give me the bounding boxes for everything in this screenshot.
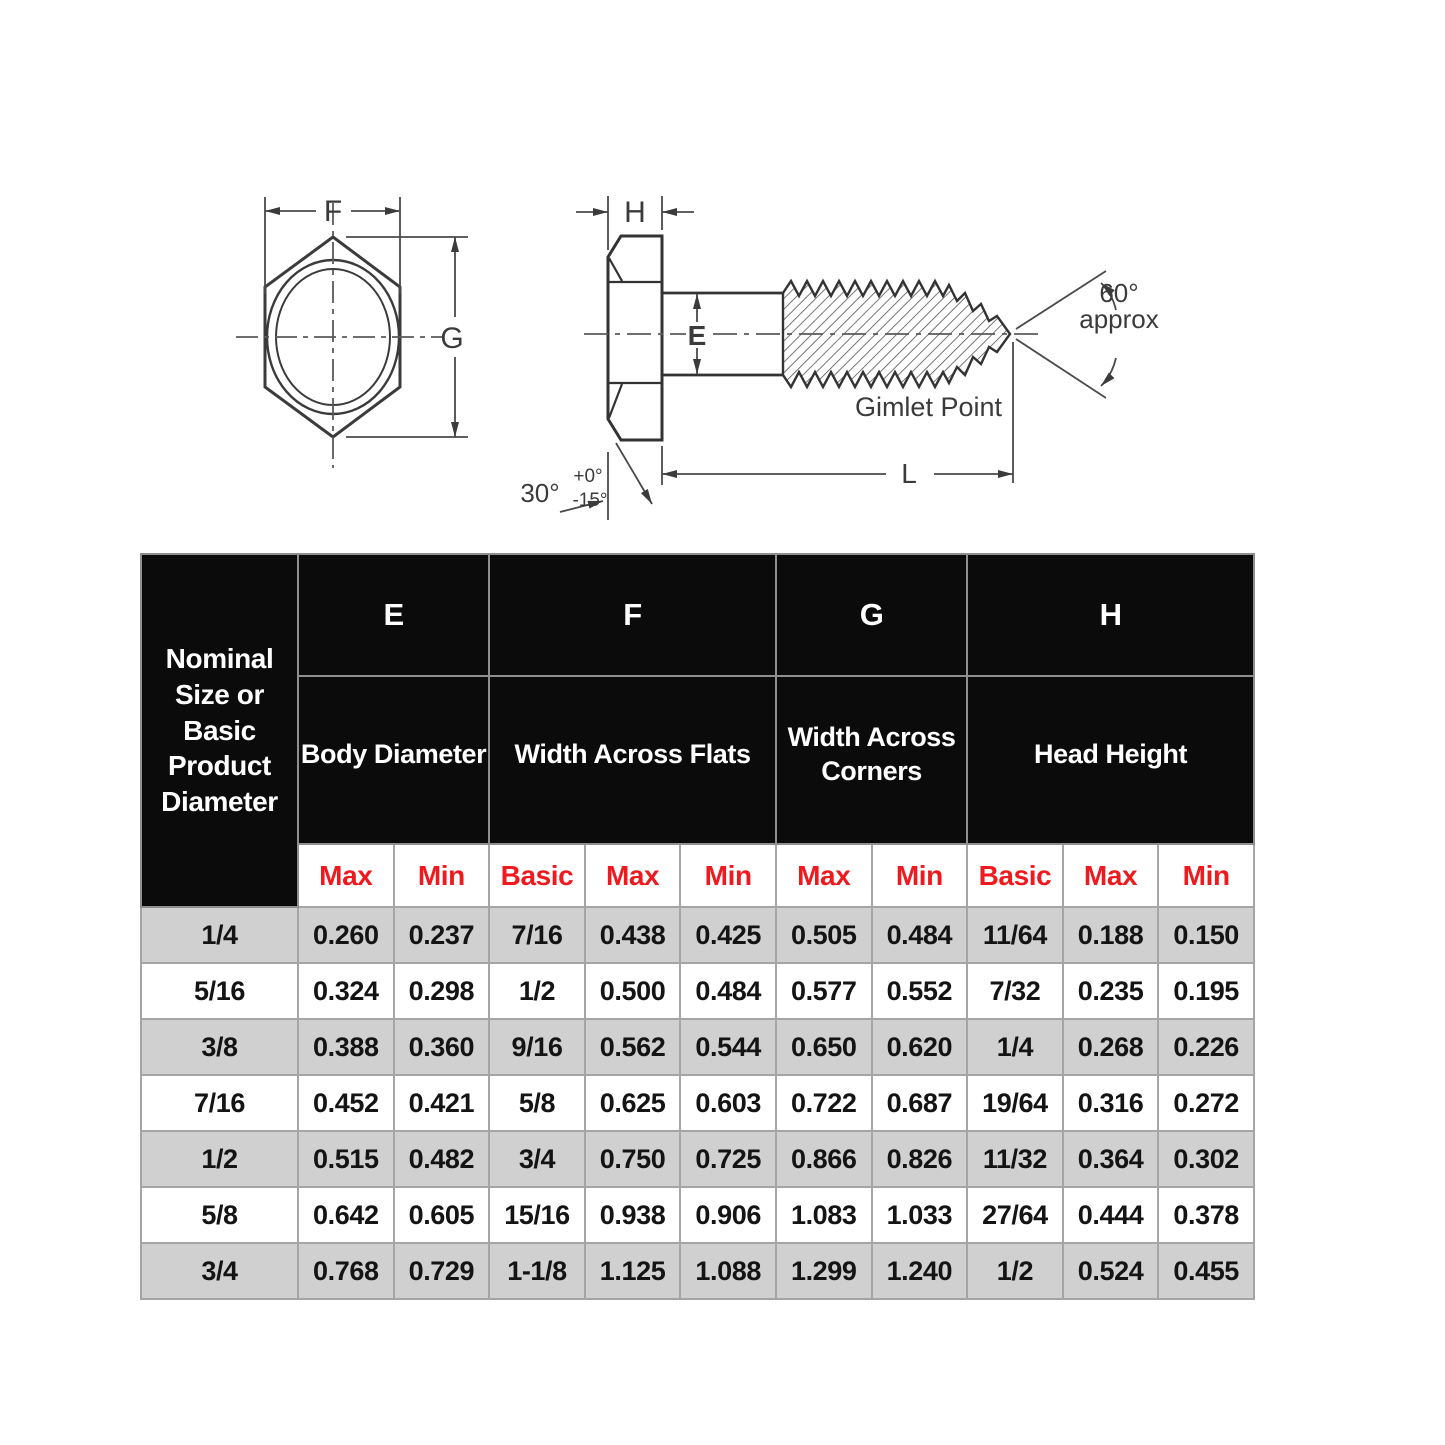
corner-header: Nominal Size or Basic Product Diameter <box>141 554 298 907</box>
table-cell: 0.388 <box>298 1019 394 1075</box>
table-cell: 0.552 <box>872 963 968 1019</box>
group-name-width-across-corners: Width Across Corners <box>776 676 967 844</box>
table-cell: 1-1/8 <box>489 1243 585 1299</box>
table-cell: 0.272 <box>1158 1075 1254 1131</box>
table-cell: 0.188 <box>1063 907 1159 963</box>
table-cell: 1.299 <box>776 1243 872 1299</box>
dim-label-e: E <box>687 320 707 351</box>
table-cell: 0.482 <box>394 1131 490 1187</box>
group-header-E: E <box>298 554 489 676</box>
point-angle-qualifier: approx <box>1079 304 1159 334</box>
group-name-width-across-flats: Width Across Flats <box>489 676 776 844</box>
table-cell: 0.360 <box>394 1019 490 1075</box>
header-row-letters <box>141 554 1254 676</box>
table-cell: 0.866 <box>776 1131 872 1187</box>
group-header-F: F <box>489 554 776 676</box>
table-cell: 15/16 <box>489 1187 585 1243</box>
head-chamfer-tol-plus: +0° <box>573 466 603 487</box>
table-cell: 1.125 <box>585 1243 681 1299</box>
head-chamfer-angle: 30° <box>520 478 560 508</box>
table-cell: 0.302 <box>1158 1131 1254 1187</box>
table-cell: 0.768 <box>298 1243 394 1299</box>
table-cell: 0.268 <box>1063 1019 1159 1075</box>
table-cell: 0.298 <box>394 963 490 1019</box>
table-cell: 0.620 <box>872 1019 968 1075</box>
table-cell: 1.033 <box>872 1187 968 1243</box>
table-cell: 1/2 <box>489 963 585 1019</box>
table-cell: 3/4 <box>141 1243 298 1299</box>
table-cell: 0.484 <box>872 907 968 963</box>
dim-label-f: F <box>323 195 343 228</box>
table-cell: 3/4 <box>489 1131 585 1187</box>
table-cell: 7/32 <box>967 963 1063 1019</box>
table-cell: 0.235 <box>1063 963 1159 1019</box>
table-cell: 0.378 <box>1158 1187 1254 1243</box>
header-row-names <box>141 676 1254 844</box>
table-cell: 0.150 <box>1158 907 1254 963</box>
sub-header: Max <box>585 844 681 907</box>
table-cell: 5/16 <box>141 963 298 1019</box>
table-cell: 0.603 <box>680 1075 776 1131</box>
table-cell: 0.826 <box>872 1131 968 1187</box>
table-cell: 7/16 <box>489 907 585 963</box>
header-row-limits <box>141 844 1254 907</box>
table-cell: 0.364 <box>1063 1131 1159 1187</box>
lag-screw-technical-drawing <box>0 0 1445 545</box>
table-cell: 0.324 <box>298 963 394 1019</box>
table-row <box>141 1075 1254 1131</box>
sub-header: Max <box>298 844 394 907</box>
hex-head-profile <box>608 236 662 440</box>
table-row <box>141 963 1254 1019</box>
group-header-H: H <box>967 554 1254 676</box>
table-cell: 0.722 <box>776 1075 872 1131</box>
sub-header: Basic <box>489 844 585 907</box>
table-cell: 11/64 <box>967 907 1063 963</box>
gimlet-point-label: Gimlet Point <box>854 392 1002 422</box>
group-name-head-height: Head Height <box>967 676 1254 844</box>
lag-screw-dimensions-table <box>140 553 1255 1300</box>
table-cell: 0.260 <box>298 907 394 963</box>
table-cell: 0.625 <box>585 1075 681 1131</box>
table-cell: 0.687 <box>872 1075 968 1131</box>
table-cell: 0.605 <box>394 1187 490 1243</box>
table-cell: 0.444 <box>1063 1187 1159 1243</box>
table-cell: 0.544 <box>680 1019 776 1075</box>
dim-label-g: G <box>440 322 464 355</box>
table-cell: 5/8 <box>489 1075 585 1131</box>
head-chamfer-tol-minus: -15° <box>572 490 608 511</box>
table-cell: 0.226 <box>1158 1019 1254 1075</box>
sub-header: Max <box>776 844 872 907</box>
sub-header: Max <box>1063 844 1159 907</box>
table-cell: 0.577 <box>776 963 872 1019</box>
group-name-body-diameter: Body Diameter <box>298 676 489 844</box>
dim-label-h: H <box>624 196 646 229</box>
table-row <box>141 1187 1254 1243</box>
table-row <box>141 1131 1254 1187</box>
table-cell: 1.083 <box>776 1187 872 1243</box>
sub-header: Basic <box>967 844 1063 907</box>
sub-header: Min <box>394 844 490 907</box>
group-header-G: G <box>776 554 967 676</box>
table-cell: 0.515 <box>298 1131 394 1187</box>
table-cell: 0.725 <box>680 1131 776 1187</box>
table-cell: 0.316 <box>1063 1075 1159 1131</box>
table-cell: 9/16 <box>489 1019 585 1075</box>
table-cell: 0.642 <box>298 1187 394 1243</box>
table-cell: 1.088 <box>680 1243 776 1299</box>
table-cell: 0.906 <box>680 1187 776 1243</box>
table-cell: 3/8 <box>141 1019 298 1075</box>
table-cell: 0.729 <box>394 1243 490 1299</box>
table-cell: 0.425 <box>680 907 776 963</box>
dim-label-l: L <box>901 458 917 489</box>
table-cell: 1/4 <box>967 1019 1063 1075</box>
table-cell: 1/2 <box>967 1243 1063 1299</box>
table-cell: 0.524 <box>1063 1243 1159 1299</box>
table-row <box>141 907 1254 963</box>
table-cell: 0.421 <box>394 1075 490 1131</box>
table-cell: 11/32 <box>967 1131 1063 1187</box>
table-cell: 0.438 <box>585 907 681 963</box>
table-cell: 0.562 <box>585 1019 681 1075</box>
table-cell: 0.938 <box>585 1187 681 1243</box>
table-cell: 7/16 <box>141 1075 298 1131</box>
table-row <box>141 1019 1254 1075</box>
table-cell: 27/64 <box>967 1187 1063 1243</box>
table-cell: 1/4 <box>141 907 298 963</box>
table-row <box>141 1243 1254 1299</box>
lag-screw-side-view <box>520 196 1158 520</box>
table-cell: 0.500 <box>585 963 681 1019</box>
sub-header: Min <box>872 844 968 907</box>
table-cell: 0.455 <box>1158 1243 1254 1299</box>
table-cell: 0.237 <box>394 907 490 963</box>
table-cell: 1/2 <box>141 1131 298 1187</box>
sub-header: Min <box>1158 844 1254 907</box>
table-cell: 0.505 <box>776 907 872 963</box>
table-cell: 0.750 <box>585 1131 681 1187</box>
point-angle-value: 60° <box>1099 278 1139 308</box>
table-cell: 0.452 <box>298 1075 394 1131</box>
table-cell: 0.650 <box>776 1019 872 1075</box>
table-cell: 0.484 <box>680 963 776 1019</box>
hex-head-front-view <box>236 195 468 468</box>
sub-header: Min <box>680 844 776 907</box>
table-cell: 1.240 <box>872 1243 968 1299</box>
table-cell: 19/64 <box>967 1075 1063 1131</box>
table-cell: 5/8 <box>141 1187 298 1243</box>
table-cell: 0.195 <box>1158 963 1254 1019</box>
